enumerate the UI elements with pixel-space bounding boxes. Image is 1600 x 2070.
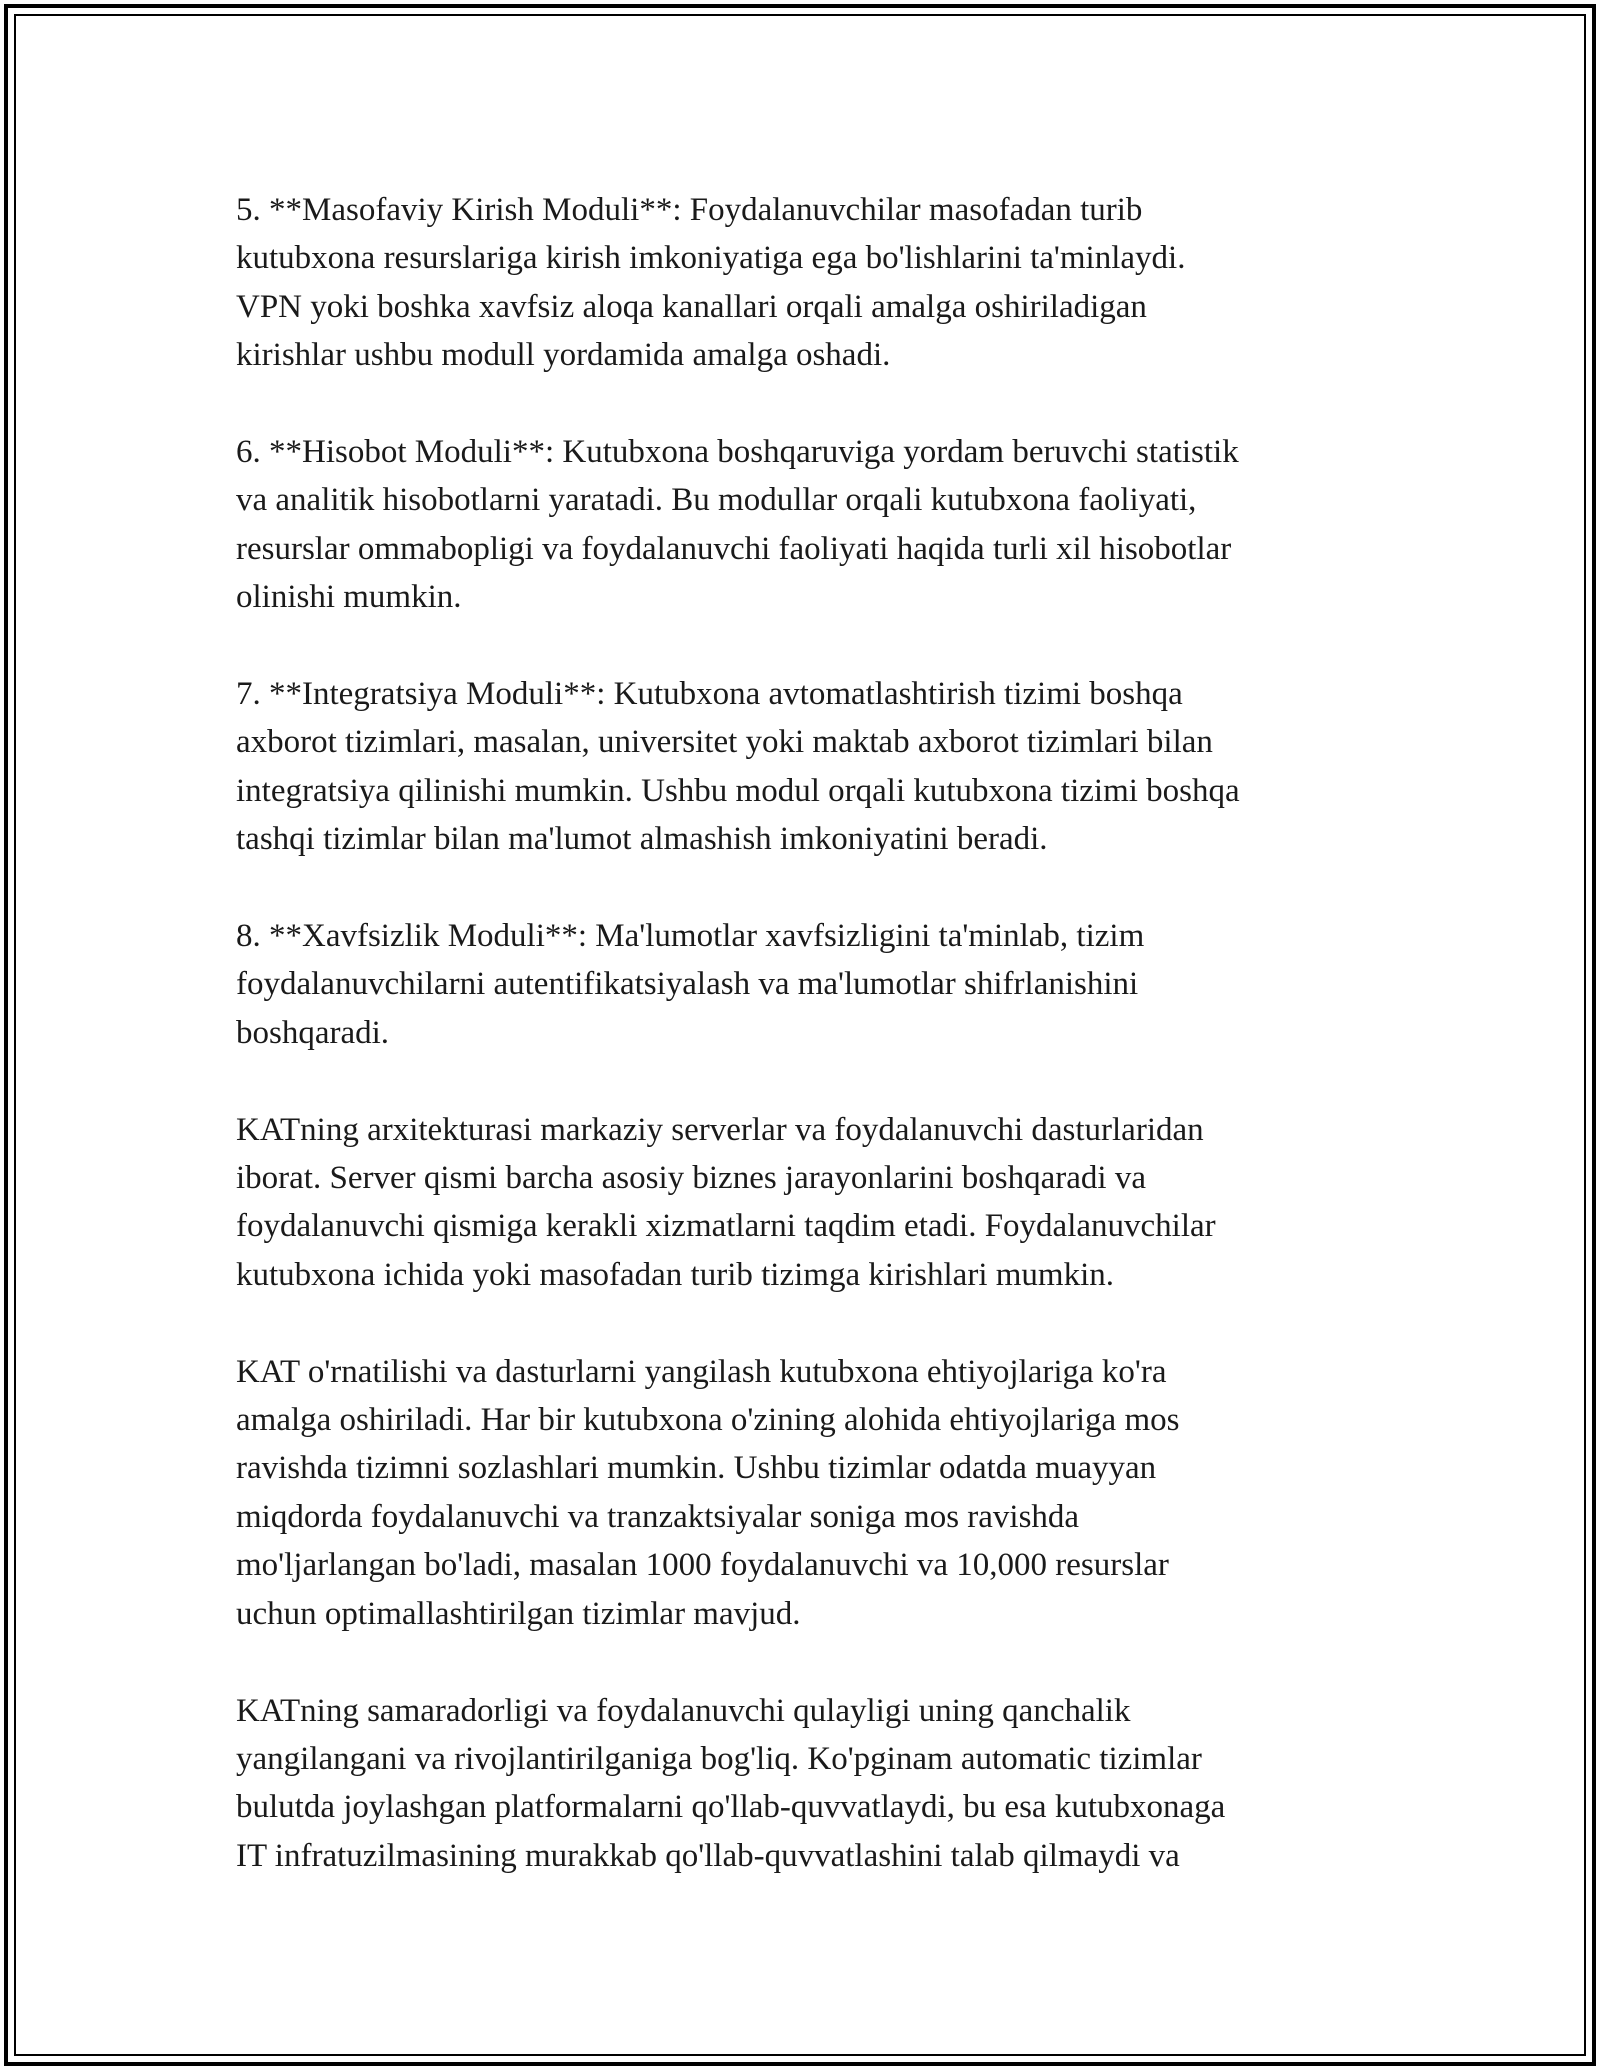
paragraph-remote-access-module: 5. **Masofaviy Kirish Moduli**: Foydalanuvchilar masofadan turib kutubxona resurslariga kirish imkoniyatiga ega bo'lishlarini ta'minlaydi. VPN yoki boshka xavfsiz aloqa kanallari orqali amalga oshiriladigan kirishlar ushbu modull yordamida amalga oshadi. [236, 192, 1186, 374]
paragraph-architecture: KATning arxitekturasi markaziy serverlar va foydalanuvchi dasturlaridan iborat. Server qismi barcha asosiy biznes jarayonlarini boshqaradi va foydalanuvchi qismiga kerakli xizmatlarni taqdim etadi. Foydalanuvchilar kutubxona ichida yoki masofadan turib tizimga kirishlari mumkin. [236, 1111, 1216, 1293]
paragraph-security-module: 8. **Xavfsizlik Moduli**: Ma'lumotlar xavfsizligini ta'minlab, tizim foydalanuvchilarni autentifikatsiyalash va ma'lumotlar shifrlanishini boshqaradi. [236, 918, 1145, 1051]
paragraph-efficiency: KATning samaradorligi va foydalanuvchi qulayligi uning qanchalik yangilangani va rivojlantirilganiga bog'liq. Ko'pginam automatic tizimlar bulutda joylashgan platformalarni qo'llab-quvvatlaydi, bu esa kutubxonaga IT infratuzilmasining murakkab qo'llab-quvvatlashini talab qilmaydi va [236, 1692, 1226, 1874]
paragraph-report-module: 6. **Hisobot Moduli**: Kutubxona boshqaruviga yordam beruvchi statistik va analitik hisobotlarni yaratadi. Bu modullar orqali kutubxona faoliyati, resurslar ommabopligi va foydalanuvchi faoliyati haqida turli xil hisobotlar olinishi mumkin. [236, 434, 1239, 616]
document-body [236, 186, 1376, 1929]
paragraph-installation: KAT o'rnatilishi va dasturlarni yangilash kutubxona ehtiyojlariga ko'ra amalga oshiriladi. Har bir kutubxona o'zining alohida ehtiyojlariga mos ravishda tizimni sozlashlari mumkin. Ushbu tizimlar odatda muayyan miqdorda foydalanuvchi va tranzaktsiyalar soniga mos ravishda mo'ljarlangan bo'ladi, masalan 1000 foydalanuvchi va 10,000 resurslar uchun optimallashtirilgan tizimlar mavjud. [236, 1353, 1180, 1632]
paragraph-integration-module: 7. **Integratsiya Moduli**: Kutubxona avtomatlashtirish tizimi boshqa axborot tizimlari, masalan, universitet yoki maktab axborot tizimlari bilan integratsiya qilinishi mumkin. Ushbu modul orqali kutubxona tizimi boshqa tashqi tizimlar bilan ma'lumot almashish imkoniyatini beradi. [236, 676, 1240, 858]
